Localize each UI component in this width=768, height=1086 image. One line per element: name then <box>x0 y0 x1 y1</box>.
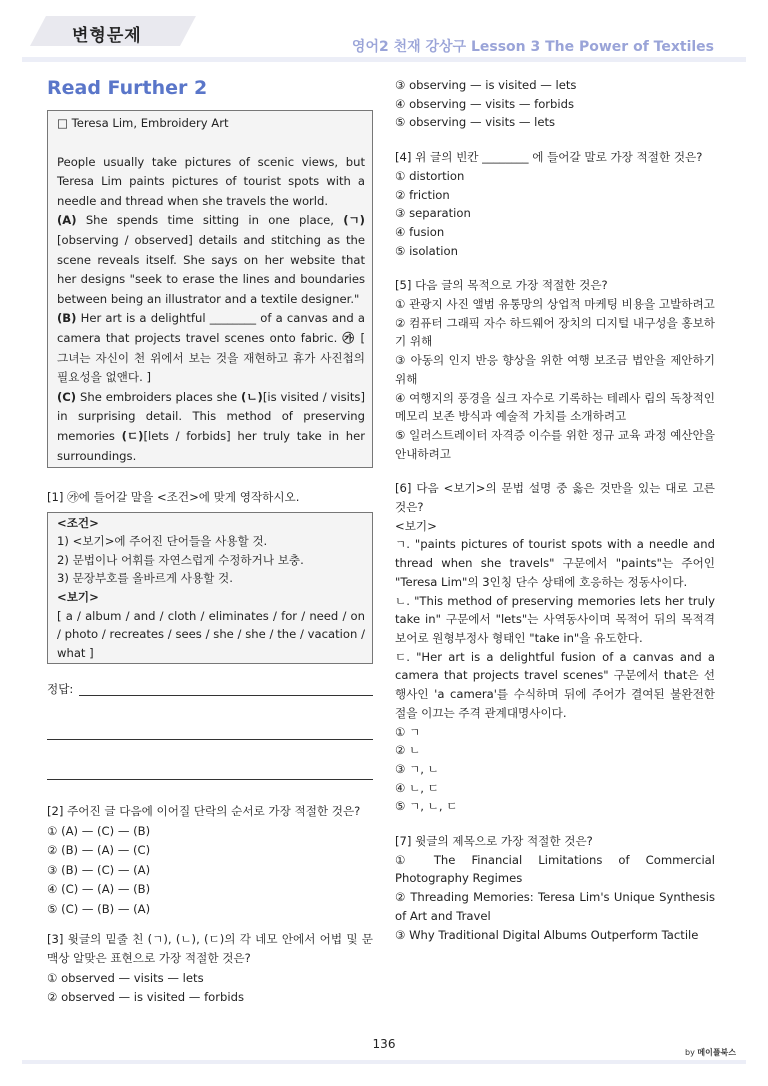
q4-stem: [4] 위 글의 빈칸 ________ 에 들어갈 말로 가장 적절한 것은? <box>395 150 703 165</box>
blank-n-mark: (ㄴ) <box>241 389 263 404</box>
footer-brand <box>685 1047 736 1058</box>
q6-option-4[interactable]: ④ ㄴ, ㄷ <box>395 780 439 795</box>
q7-stem: [7] 윗글의 제목으로 가장 적절한 것은? <box>395 834 593 849</box>
q5-stem: [5] 다음 글의 목적으로 가장 적절한 것은? <box>395 278 608 293</box>
q4-option-3[interactable]: ③ separation <box>395 206 471 221</box>
q5-option-3[interactable]: ③ 아동의 인지 반응 향상을 위한 여행 보조금 법안을 제안하기 위해 <box>395 353 715 386</box>
q6-stem: [6] 다음 <보기>의 문법 설명 중 옳은 것만을 있는 대로 고른 것은? <box>395 481 715 515</box>
q1-cond-title: <조건> <box>57 515 99 530</box>
q3-option-4[interactable]: ④ observing — visits — forbids <box>395 96 575 111</box>
q3-option-3[interactable]: ③ observing — is visited — lets <box>395 78 577 92</box>
q2-stem: [2] 주어진 글 다음에 이어질 단락의 순서로 가장 적절한 것은? <box>47 804 361 819</box>
blank-d-mark: (ㄷ) <box>121 428 144 443</box>
right-column <box>395 76 715 944</box>
header-tag: 변형문제 <box>72 26 142 46</box>
footer-divider <box>22 1060 746 1064</box>
q3-option-1[interactable]: ① observed — visits — lets <box>47 970 204 985</box>
footer-brand-name: 메이플북스 <box>697 1048 736 1057</box>
para-c-mark: (C) <box>57 389 77 404</box>
passage-para-a <box>57 211 365 309</box>
passage-title: □ Teresa Lim, Embroidery Art <box>57 116 229 130</box>
para-b-text: Her art is a delightful ________ of a canvas and a camera that projects travel scenes onto fabric. <box>57 311 365 345</box>
para-b-mark: (B) <box>57 311 77 326</box>
footer-brand-by: by <box>685 1048 695 1057</box>
q4-option-2[interactable]: ② friction <box>395 187 450 202</box>
para-a-mark: (A) <box>57 213 77 228</box>
q6-option-3[interactable]: ③ ㄱ, ㄴ <box>395 761 439 776</box>
q1-answer-label: 정답: <box>47 682 74 697</box>
q3-option-5[interactable]: ⑤ observing — visits — lets <box>395 115 556 130</box>
header-tab <box>30 16 190 48</box>
q2-option-5[interactable]: ⑤ (C) — (B) — (A) <box>47 902 151 916</box>
q6-item-1: ㄱ. "paints pictures of tourist spots with a needle and thread when she travels" 구문에서 "paints"는 주어인 "Teresa Lim"의 3인칭 단수 상태에 호응하는 정동사이다. <box>395 537 715 589</box>
header-title: 영어2 천재 강상구 Lesson 3 The Power of Textiles <box>351 39 714 55</box>
q4-option-1[interactable]: ① distortion <box>395 168 465 183</box>
para-b-rest: [ 그녀는 자신이 천 위에서 보는 것을 재현하고 휴가 사진첩의 필요성을 없앤다. ] <box>57 330 365 385</box>
left-column <box>47 74 373 1008</box>
q6-bogi-title: <보기> <box>395 518 437 533</box>
q7-option-2[interactable]: ② Threading Memories: Teresa Lim's Unique Synthesis of Art and Travel <box>395 890 715 923</box>
q1-cond-2: 2) 문법이나 어휘를 자연스럽게 수정하거나 보충. <box>57 552 304 567</box>
section-title: Read Further 2 <box>47 77 208 99</box>
q4-option-4[interactable]: ④ fusion <box>395 224 445 239</box>
q1-cond-3: 3) 문장부호를 올바르게 사용할 것. <box>57 571 233 586</box>
q6-item-2: ㄴ. "This method of preserving memories lets her truly take in" 구문에서 "lets"는 사역동사이며 목적어 뒤의 목적격 보어로 원형부정사 형태인 "take in"을 유도한다. <box>395 593 715 645</box>
passage-intro: People usually take pictures of scenic views, but Teresa Lim paints pictures of tourist spots with a needle and thread when she travels the world. <box>57 154 365 208</box>
q6-option-5[interactable]: ⑤ ㄱ, ㄴ, ㄷ <box>395 799 458 814</box>
q2-option-4[interactable]: ④ (C) — (A) — (B) <box>47 882 151 897</box>
q5-option-4[interactable]: ④ 여행지의 풍경을 실크 자수로 기록하는 테레사 림의 독창적인 메모리 보존 방식과 예술적 가치를 소개하려고 <box>395 390 715 424</box>
q5-option-5[interactable]: ⑤ 일러스트레이터 자격증 이수를 위한 정규 교육 과정 예산안을 안내하려고 <box>395 427 715 461</box>
q5-option-2[interactable]: ② 컴퓨터 그래픽 자수 하드웨어 장치의 디지털 내구성을 홍보하기 위해 <box>395 315 715 349</box>
q1-answer-line-2[interactable] <box>47 738 373 740</box>
q3-option-2[interactable]: ② observed — is visited — forbids <box>47 990 245 1005</box>
q2-option-2[interactable]: ② (B) — (A) — (C) <box>47 843 151 858</box>
q1-answer-row <box>47 680 373 700</box>
q2-option-1[interactable]: ① (A) — (C) — (B) <box>47 823 151 838</box>
passage-para-c <box>57 388 365 466</box>
q2-option-3[interactable]: ③ (B) — (C) — (A) <box>47 862 151 877</box>
blank-g-mark: (ㄱ) <box>343 213 365 228</box>
para-c-rest: [lets / forbids] her truly take in her surroundings. <box>57 428 365 463</box>
q1-cond-1: 1) <보기>에 주어진 단어들을 사용할 것. <box>57 534 268 549</box>
q6-option-2[interactable]: ② ㄴ <box>395 743 421 758</box>
q7-option-1[interactable]: ① The Financial Limitations of Commercial Photography Regimes <box>395 852 715 886</box>
q6-item-3: ㄷ. "Her art is a delightful fusion of a canvas and a camera that projects travel scenes" 구문에서 that은 선행사인 'a camera'를 수식하며 뒤에 주어가 결여된 불완전한 절을 이끄는 주격 관계대명사이다. <box>395 649 715 720</box>
page-number: 136 <box>372 1037 396 1051</box>
passage-box <box>47 110 373 468</box>
q3-stem: [3] 윗글의 밑줄 친 (ㄱ), (ㄴ), (ㄷ)의 각 네모 안에서 어법 및 문맥상 알맞은 표현으로 가장 적절한 것은? <box>47 931 373 966</box>
q1-bogi-words: [ a / album / and / cloth / eliminates / for / need / on / photo / recreates / sees / she / she / the / vacation / what ] <box>57 608 365 660</box>
para-c-text: She embroiders places she <box>76 389 242 404</box>
blank-ga-mark: ㉮ <box>342 330 356 345</box>
q6-option-1[interactable]: ① ㄱ <box>395 724 421 739</box>
header-divider <box>22 57 746 62</box>
para-a-rest: [observing / observed] details and stitching as the scene reveals itself. She says on her website that her designs "seek to erase the lines and boundaries between being an illustrator and a textile designer." <box>57 232 365 306</box>
para-a-text: She spends time sitting in one place, <box>76 213 344 228</box>
q1-condition-box <box>47 512 373 665</box>
q1-bogi-title: <보기> <box>57 590 99 605</box>
q1-stem: [1] ㉮에 들어갈 말을 <조건>에 맞게 영작하시오. <box>47 490 300 505</box>
q5-option-1[interactable]: ① 관광지 사진 앨범 유통망의 상업적 마케팅 비용을 고발하려고 <box>395 297 715 312</box>
passage-para-b <box>57 309 365 387</box>
q4-option-5[interactable]: ⑤ isolation <box>395 243 458 258</box>
q7-option-3[interactable]: ③ Why Traditional Digital Albums Outperform Tactile <box>395 927 699 942</box>
para-c-mid: [is visited / visits] in surprising detail. This method of preserving memories <box>57 389 365 443</box>
q1-answer-line-1[interactable] <box>79 694 373 696</box>
